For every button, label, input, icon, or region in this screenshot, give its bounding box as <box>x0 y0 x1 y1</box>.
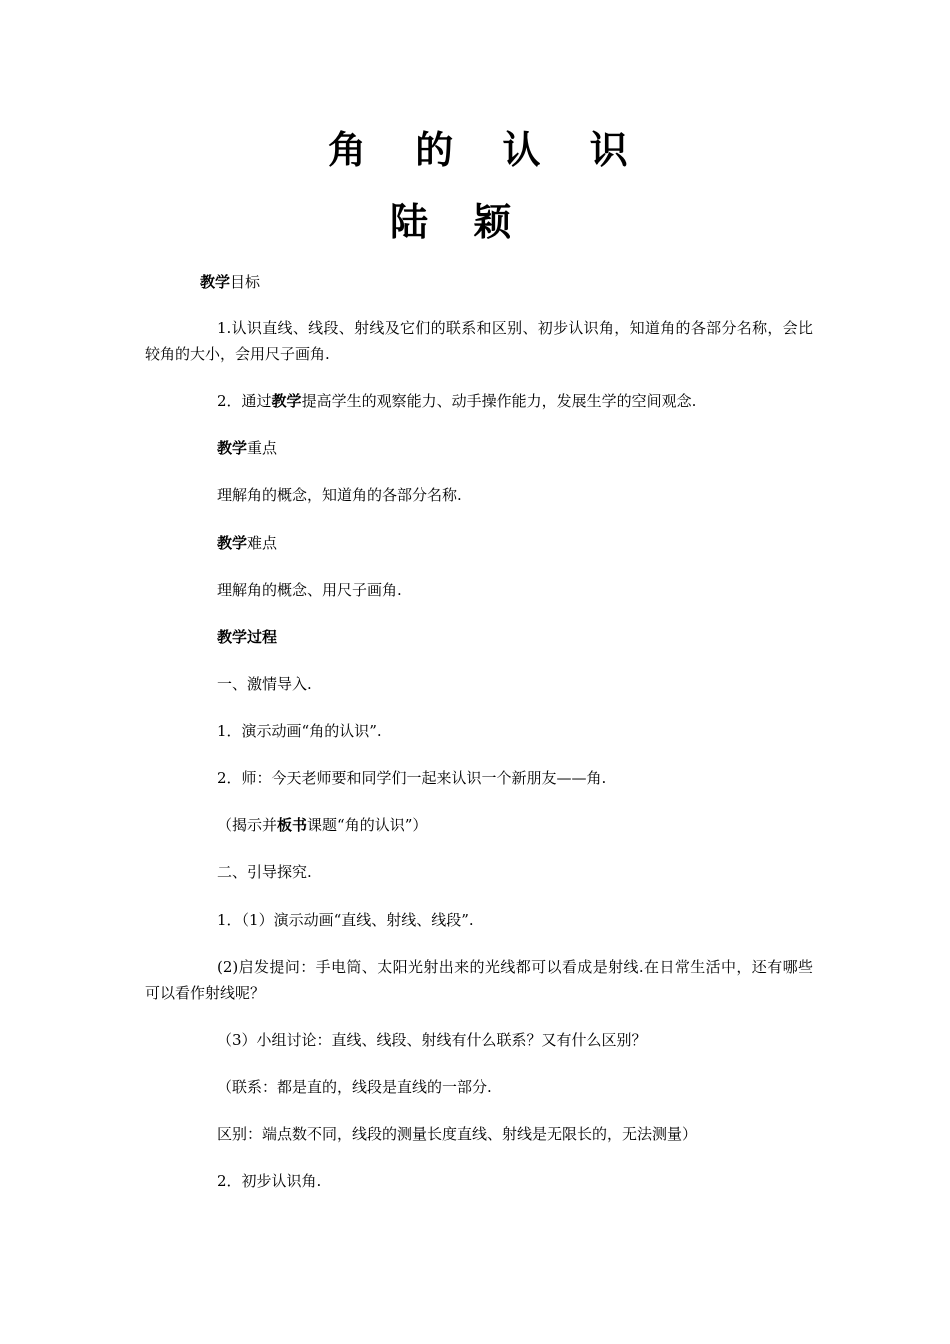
note-post: 课题“角的认识”） <box>307 816 428 834</box>
note-pre: （揭示并 <box>217 816 278 834</box>
document-author: 陆 颖 <box>390 200 528 244</box>
objective-2-pre: 2．通过 <box>217 392 272 410</box>
objective-1: 1.认识直线、线段、射线及它们的联系和区别、初步认识角，知道角的各部分名称，会比较角的大小，会用尺子画角. <box>145 319 813 363</box>
keypoint-heading-rest: 重点 <box>247 439 278 457</box>
step-2-2: (2)启发提问：手电筒、太阳光射出来的光线都可以看成是射线.在日常生活中，还有哪些可以看作射线呢？ <box>145 958 813 1002</box>
note-bold: 板书 <box>277 816 308 834</box>
step-1-1: 1．演示动画“角的认识”. <box>217 722 382 740</box>
objectives-heading-bold: 教学 <box>200 273 231 291</box>
step-2-1: 1．（1）演示动画“直线、射线、线段”. <box>217 911 474 929</box>
step-2-4: 2．初步认识角. <box>217 1172 322 1190</box>
objective-2-bold: 教学 <box>271 392 302 410</box>
section-1-heading: 一、激情导入. <box>217 675 312 693</box>
step-1-2: 2．师：今天老师要和同学们一起来认识一个新朋友——角. <box>217 769 607 787</box>
objectives-heading-rest: 目标 <box>230 273 261 291</box>
step-2-3: （3）小组讨论：直线、线段、射线有什么联系？又有什么区别？ <box>217 1031 647 1049</box>
document-title: 角 的 认 识 <box>328 128 646 172</box>
difficulty-text: 理解角的概念、用尺子画角. <box>217 581 402 599</box>
objectives-heading <box>200 272 260 292</box>
process-heading <box>217 627 277 647</box>
keypoint-heading-bold: 教学 <box>217 439 248 457</box>
connection-text: （联系：都是直的，线段是直线的一部分. <box>217 1078 492 1096</box>
difficulty-heading <box>217 533 277 553</box>
keypoint-text: 理解角的概念，知道角的各部分名称. <box>217 486 462 504</box>
process-heading-bold: 教学过程 <box>217 628 278 646</box>
difficulty-heading-rest: 难点 <box>247 534 278 552</box>
objective-2 <box>217 391 696 411</box>
objective-2-post: 提高学生的观察能力、动手操作能力，发展生学的空间观念. <box>301 392 697 410</box>
section-2-heading: 二、引导探究. <box>217 863 312 881</box>
difficulty-heading-bold: 教学 <box>217 534 248 552</box>
difference-text: 区别：端点数不同，线段的测量长度直线、射线是无限长的，无法测量） <box>217 1125 698 1143</box>
keypoint-heading <box>217 438 277 458</box>
blackboard-note <box>217 815 427 835</box>
